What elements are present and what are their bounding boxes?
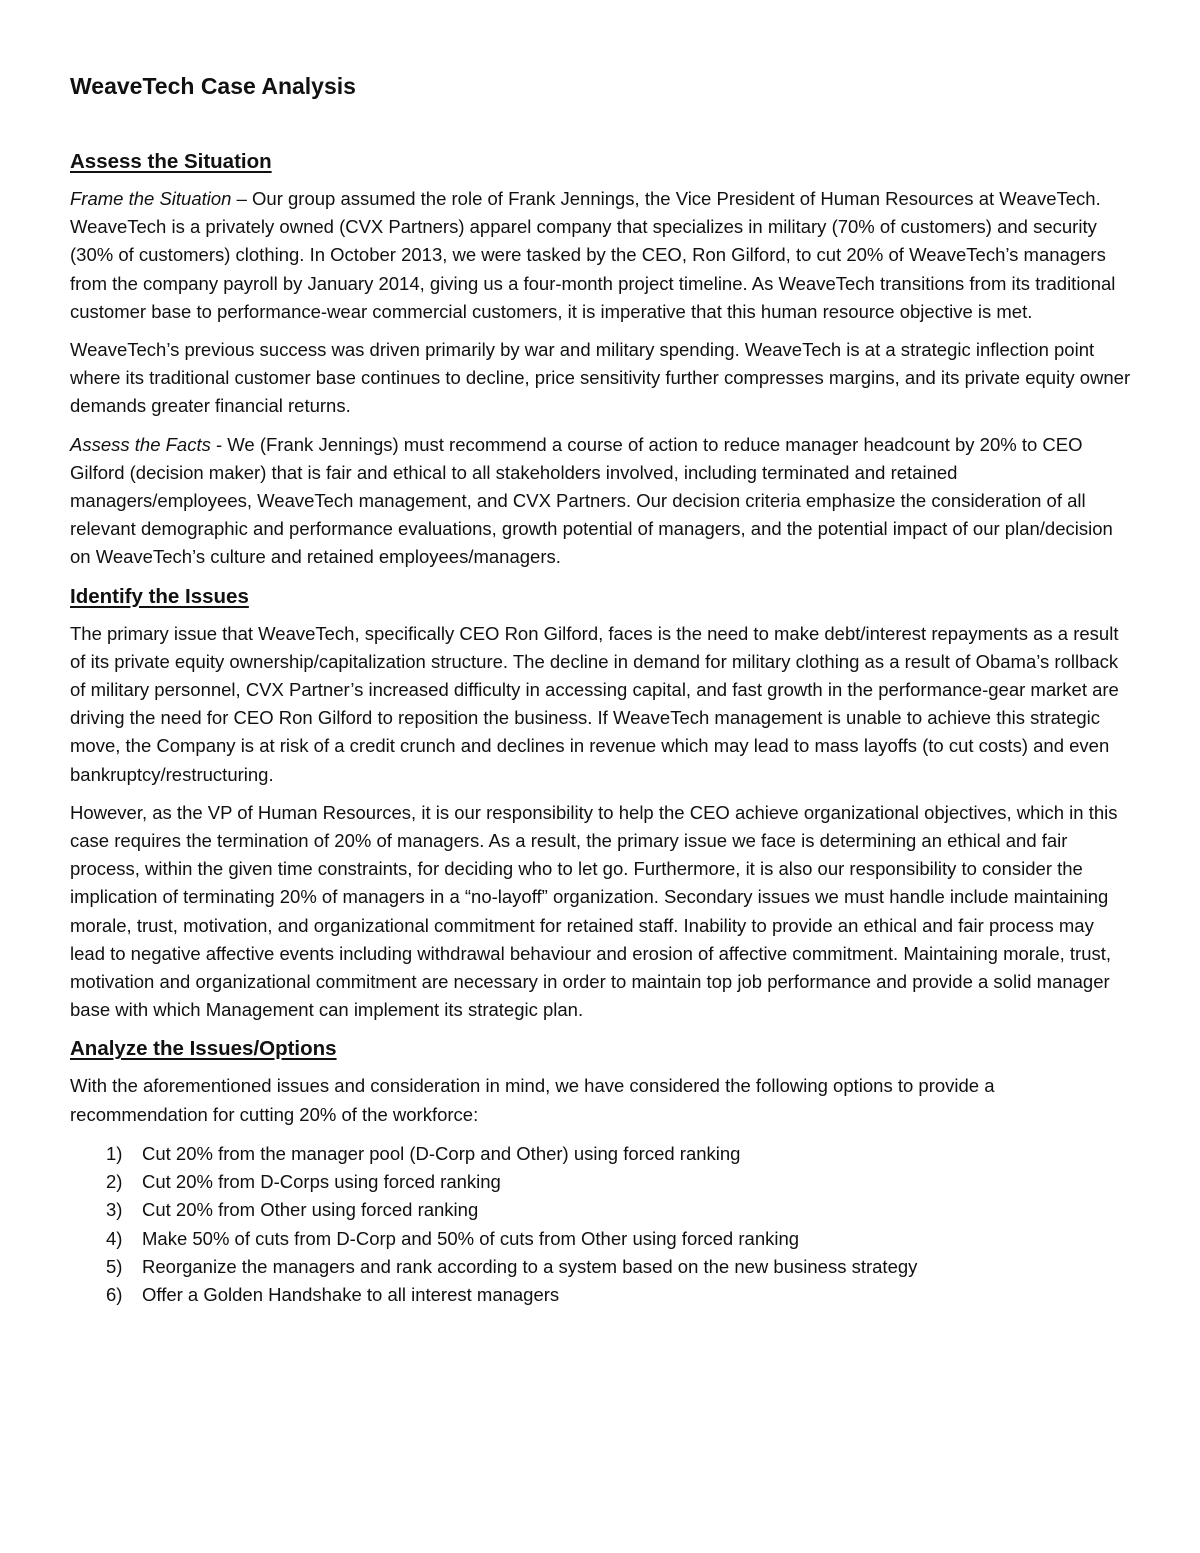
- paragraph-assess-facts: [70, 431, 1132, 572]
- list-item-number: 3): [106, 1199, 123, 1221]
- list-item: [106, 1225, 1132, 1253]
- document-title: WeaveTech Case Analysis: [70, 73, 356, 99]
- document-page: [70, 70, 1132, 1309]
- list-item-number: 6): [106, 1283, 123, 1305]
- list-item-text: Cut 20% from the manager pool (D-Corp and Other) using forced ranking: [142, 1142, 741, 1164]
- list-item-number: 4): [106, 1227, 123, 1249]
- list-item: [106, 1140, 1132, 1168]
- paragraph-hr-responsibility: However, as the VP of Human Resources, it is our responsibility to help the CEO achieve organizational objectives, which in this case requires the termination of 20% of managers. As a result, the primary issue we face is determining an ethical and fair process, within the given time constraints, for deciding who to let go. Furthermore, it is also our responsibility to consider the implication of terminating 20% of managers in a “no-layoff” organization. Secondary issues we must handle include maintaining morale, trust, motivation, and organizational commitment for retained staff. Inability to provide an ethical and fair process may lead to negative affective events including withdrawal behaviour and erosion of affective commitment. Maintaining morale, trust, motivation and organizational commitment are necessary in order to maintain top job performance and provide a solid manager base with which Management can implement its strategic plan.: [70, 801, 1118, 1021]
- list-item-text: Offer a Golden Handshake to all interest managers: [142, 1283, 560, 1305]
- list-item-number: 2): [106, 1171, 123, 1193]
- list-item-text: Make 50% of cuts from D-Corp and 50% of cuts from Other using forced ranking: [142, 1227, 800, 1249]
- paragraph-previous-success: WeaveTech’s previous success was driven primarily by war and military spending. WeaveTech is at a strategic inflection point where its traditional customer base continues to decline, price sensitivity further compresses margins, and its private equity owner demands greater financial returns.: [70, 339, 1131, 417]
- list-item: [106, 1196, 1132, 1224]
- list-item: [106, 1281, 1132, 1309]
- list-item-number: 5): [106, 1255, 123, 1277]
- text-assess-facts: - We (Frank Jennings) must recommend a course of action to reduce manager headcount by 20% to CEO Gilford (decision maker) that is fair and ethical to all stakeholders involved, including terminated and retained managers/employees, WeaveTech management, and CVX Partners. Our decision criteria emphasize the consideration of all relevant demographic and performance evaluations, growth potential of managers, and the potential impact of our plan/decision on WeaveTech’s culture and retained employees/managers.: [70, 433, 1113, 568]
- list-item-text: Cut 20% from Other using forced ranking: [142, 1199, 479, 1221]
- list-item: [106, 1253, 1132, 1281]
- paragraph-options-intro: With the aforementioned issues and consideration in mind, we have considered the following options to provide a recommendation for cutting 20% of the workforce:: [70, 1075, 995, 1125]
- label-assess-facts: Assess the Facts: [70, 433, 211, 455]
- label-frame-situation: Frame the Situation: [70, 188, 232, 209]
- heading-analyze-options: Analyze the Issues/Options: [70, 1037, 337, 1061]
- paragraph-frame-situation: [70, 185, 1132, 326]
- text-frame-situation: – Our group assumed the role of Frank Jennings, the Vice President of Human Resources at WeaveTech. WeaveTech is a privately owned (CVX Partners) apparel company that specializes in military (70% of customers) and security (30% of customers) clothing. In October 2013, we were tasked by the CEO, Ron Gilford, to cut 20% of WeaveTech’s managers from the company payroll by January 2014, giving us a four-month project timeline. As WeaveTech transitions from its traditional customer base to performance-wear commercial customers, it is imperative that this human resource objective is met.: [70, 188, 1116, 322]
- heading-assess-situation: Assess the Situation: [70, 150, 272, 173]
- list-item-text: Reorganize the managers and rank according to a system based on the new business strategy: [142, 1255, 918, 1277]
- list-item: [106, 1168, 1132, 1196]
- list-item-text: Cut 20% from D-Corps using forced ranking: [142, 1171, 501, 1193]
- heading-identify-issues: Identify the Issues: [70, 584, 249, 608]
- options-list: [106, 1140, 1132, 1309]
- paragraph-primary-issue: The primary issue that WeaveTech, specifically CEO Ron Gilford, faces is the need to make debt/interest repayments as a result of its private equity ownership/capitalization structure. The decline in demand for military clothing as a result of Obama’s rollback of military personnel, CVX Partner’s increased difficulty in accessing capital, and fast growth in the performance-gear market are driving the need for CEO Ron Gilford to reposition the business. If WeaveTech management is unable to achieve this strategic move, the Company is at risk of a credit crunch and declines in revenue which may lead to mass layoffs (to cut costs) and even bankruptcy/restructuring.: [70, 622, 1119, 785]
- list-item-number: 1): [106, 1142, 123, 1164]
